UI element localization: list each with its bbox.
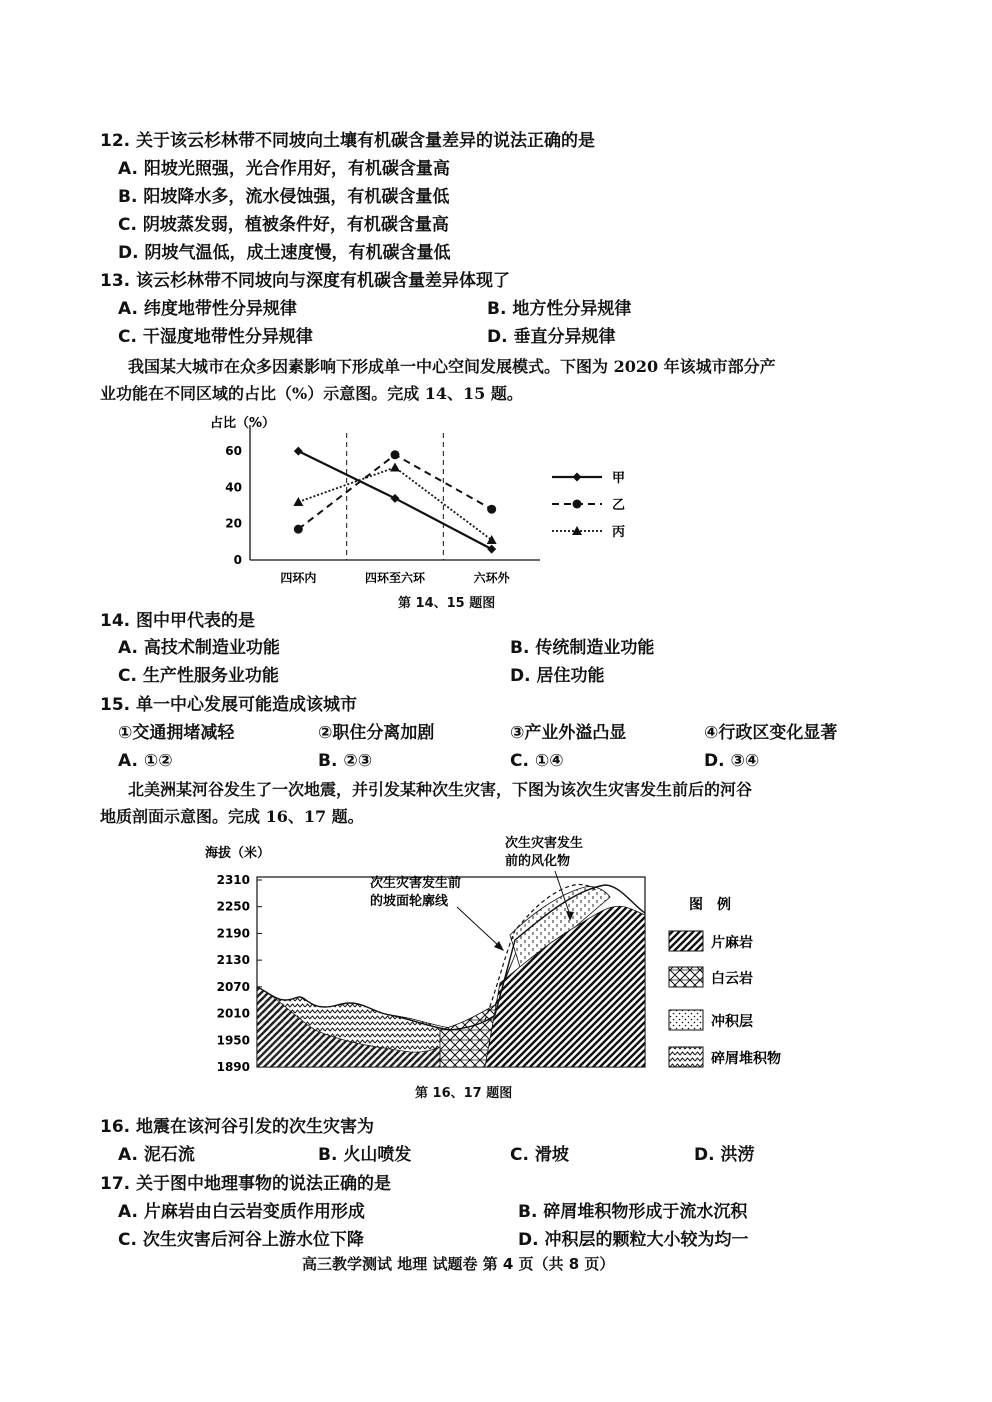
- legend-label-dolomite: 白云岩: [711, 971, 753, 987]
- q15-option-d: D. ③④: [704, 751, 760, 771]
- legend-swatch-debris: [669, 1047, 703, 1067]
- chart1-legend-marker: [573, 473, 582, 482]
- chart1-data-point: [293, 497, 303, 506]
- chart1-legend-label: 甲: [612, 471, 626, 486]
- chart1-data-point: [487, 545, 496, 554]
- chart1-y-tick: 0: [233, 553, 242, 567]
- geology-legend: [669, 896, 781, 1067]
- legend-swatch-alluvium: [669, 1010, 703, 1030]
- q16-option-a: A. 泥石流: [118, 1145, 195, 1165]
- legend-label-gneiss: 片麻岩: [711, 935, 753, 951]
- q15-option-c: C. ①④: [510, 751, 564, 771]
- annotation-outline-line2: 的坡面轮廓线: [370, 894, 449, 909]
- legend-label-debris: 碎屑堆积物: [711, 1051, 781, 1067]
- q15-item-4: ④行政区变化显著: [704, 723, 838, 743]
- chart1-y-tick: 20: [225, 516, 242, 531]
- q16-stem: 16. 地震在该河谷引发的次生灾害为: [100, 1117, 375, 1137]
- q15-option-a: A. ①②: [118, 751, 173, 771]
- q12-stem: 12. 关于该云杉林带不同坡向土壤有机碳含量差异的说法正确的是: [100, 131, 596, 151]
- q12-option-b: B. 阳坡降水多，流水侵蚀强，有机碳含量低: [118, 187, 450, 207]
- q12-option-a: A. 阳坡光照强，光合作用好，有机碳含量高: [118, 159, 450, 179]
- chart2-y-tick: 2250: [216, 899, 250, 914]
- q12-option-c: C. 阴坡蒸发弱，植被条件好，有机碳含量高: [118, 215, 449, 235]
- q17-option-a: A. 片麻岩由白云岩变质作用形成: [118, 1202, 365, 1222]
- q17-option-c: C. 次生灾害后河谷上游水位下降: [118, 1230, 364, 1250]
- chart2-y-tick: 1950: [216, 1033, 250, 1048]
- geology-profile-diagram: [195, 835, 815, 1095]
- q13-option-a: A. 纬度地带性分异规律: [118, 299, 297, 319]
- q13-stem: 13. 该云杉林带不同坡向与深度有机碳含量差异体现了: [100, 271, 511, 291]
- q15-item-3: ③产业外溢凸显: [510, 723, 627, 743]
- q14-option-a: A. 高技术制造业功能: [118, 638, 280, 658]
- q17-option-b: B. 碎屑堆积物形成于流水沉积: [518, 1202, 748, 1222]
- chart1-data-point: [391, 450, 400, 459]
- chart1-legend-label: 丙: [612, 525, 626, 540]
- passage2-line1: 北美洲某河谷发生了一次地震，并引发某种次生灾害，下图为该次生灾害发生前后的河谷: [128, 780, 753, 799]
- line-chart: [200, 405, 660, 615]
- q16-option-b: B. 火山喷发: [318, 1145, 412, 1165]
- chart1-legend-marker: [573, 500, 582, 509]
- q15-item-2: ②职住分离加剧: [318, 723, 435, 743]
- chart1-legend-label: 乙: [612, 498, 626, 513]
- chart1-data-point: [487, 505, 496, 514]
- legend-swatch-dolomite: [669, 967, 703, 987]
- q14-option-c: C. 生产性服务业功能: [118, 666, 279, 686]
- q13-option-b: B. 地方性分异规律: [487, 299, 632, 319]
- chart2-y-tick: 1890: [216, 1060, 250, 1074]
- legend-swatch-gneiss: [669, 931, 703, 951]
- chart2-caption: 第 16、17 题图: [415, 1086, 513, 1101]
- chart1-data-point: [390, 462, 400, 471]
- chart1-y-tick: 60: [225, 444, 242, 459]
- q13-option-c: C. 干湿度地带性分异规律: [118, 327, 313, 347]
- chart2-ylabel: 海拔（米）: [205, 846, 271, 861]
- q16-option-c: C. 滑坡: [510, 1145, 569, 1165]
- chart2-y-tick: 2130: [216, 953, 250, 968]
- q17-option-d: D. 冲积层的颗粒大小较为均一: [518, 1230, 749, 1250]
- page-footer: 高三教学测试 地理 试题卷 第 4 页（共 8 页）: [302, 1255, 615, 1273]
- chart1-ylabel: 占比（%）: [210, 416, 276, 431]
- passage1-line2: 业功能在不同区域的占比（%）示意图。完成 14、15 题。: [100, 384, 523, 403]
- q15-option-b: B. ②③: [318, 751, 373, 771]
- chart1-x-tick: 四环内: [280, 571, 317, 585]
- annotation-weathered-line2: 前的风化物: [505, 854, 571, 869]
- q14-stem: 14. 图中甲代表的是: [100, 611, 256, 631]
- annotation-outline-line1: 次生灾害发生前: [370, 876, 462, 891]
- chart1-data-point: [487, 535, 497, 544]
- chart2-y-tick: 2190: [216, 926, 250, 941]
- passage1-line1: 我国某大城市在众多因素影响下形成单一中心空间发展模式。下图为 2020 年该城市部分产: [128, 357, 776, 376]
- q16-option-d: D. 洪涝: [694, 1145, 755, 1165]
- legend-label-alluvium: 冲积层: [711, 1014, 753, 1030]
- q17-stem: 17. 关于图中地理事物的说法正确的是: [100, 1174, 392, 1194]
- chart1-x-tick: 四环至六环: [364, 571, 426, 585]
- chart1-series-line: [298, 467, 491, 540]
- q15-stem: 15. 单一中心发展可能造成该城市: [100, 695, 358, 715]
- passage2-line2: 地质剖面示意图。完成 16、17 题。: [100, 807, 364, 826]
- q12-option-d: D. 阴坡气温低，成土速度慢，有机碳含量低: [118, 243, 451, 263]
- chart2-y-tick: 2310: [216, 873, 250, 887]
- legend-title: 图 例: [689, 897, 731, 913]
- chart2-y-tick: 2070: [216, 979, 250, 994]
- annotation-weathered-line1: 次生灾害发生: [505, 836, 584, 851]
- chart1-caption: 第 14、15 题图: [398, 596, 496, 611]
- q15-item-1: ①交通拥堵减轻: [118, 723, 235, 743]
- chart1-data-point: [294, 447, 303, 456]
- q14-option-d: D. 居住功能: [510, 666, 605, 686]
- chart1-y-tick: 40: [225, 480, 242, 495]
- chart1-data-point: [294, 525, 303, 534]
- chart1-data-point: [391, 494, 400, 503]
- chart1-x-tick: 六环外: [473, 571, 510, 585]
- q14-option-b: B. 传统制造业功能: [510, 638, 655, 658]
- q13-option-d: D. 垂直分异规律: [487, 327, 616, 347]
- chart2-y-tick: 2010: [216, 1006, 250, 1021]
